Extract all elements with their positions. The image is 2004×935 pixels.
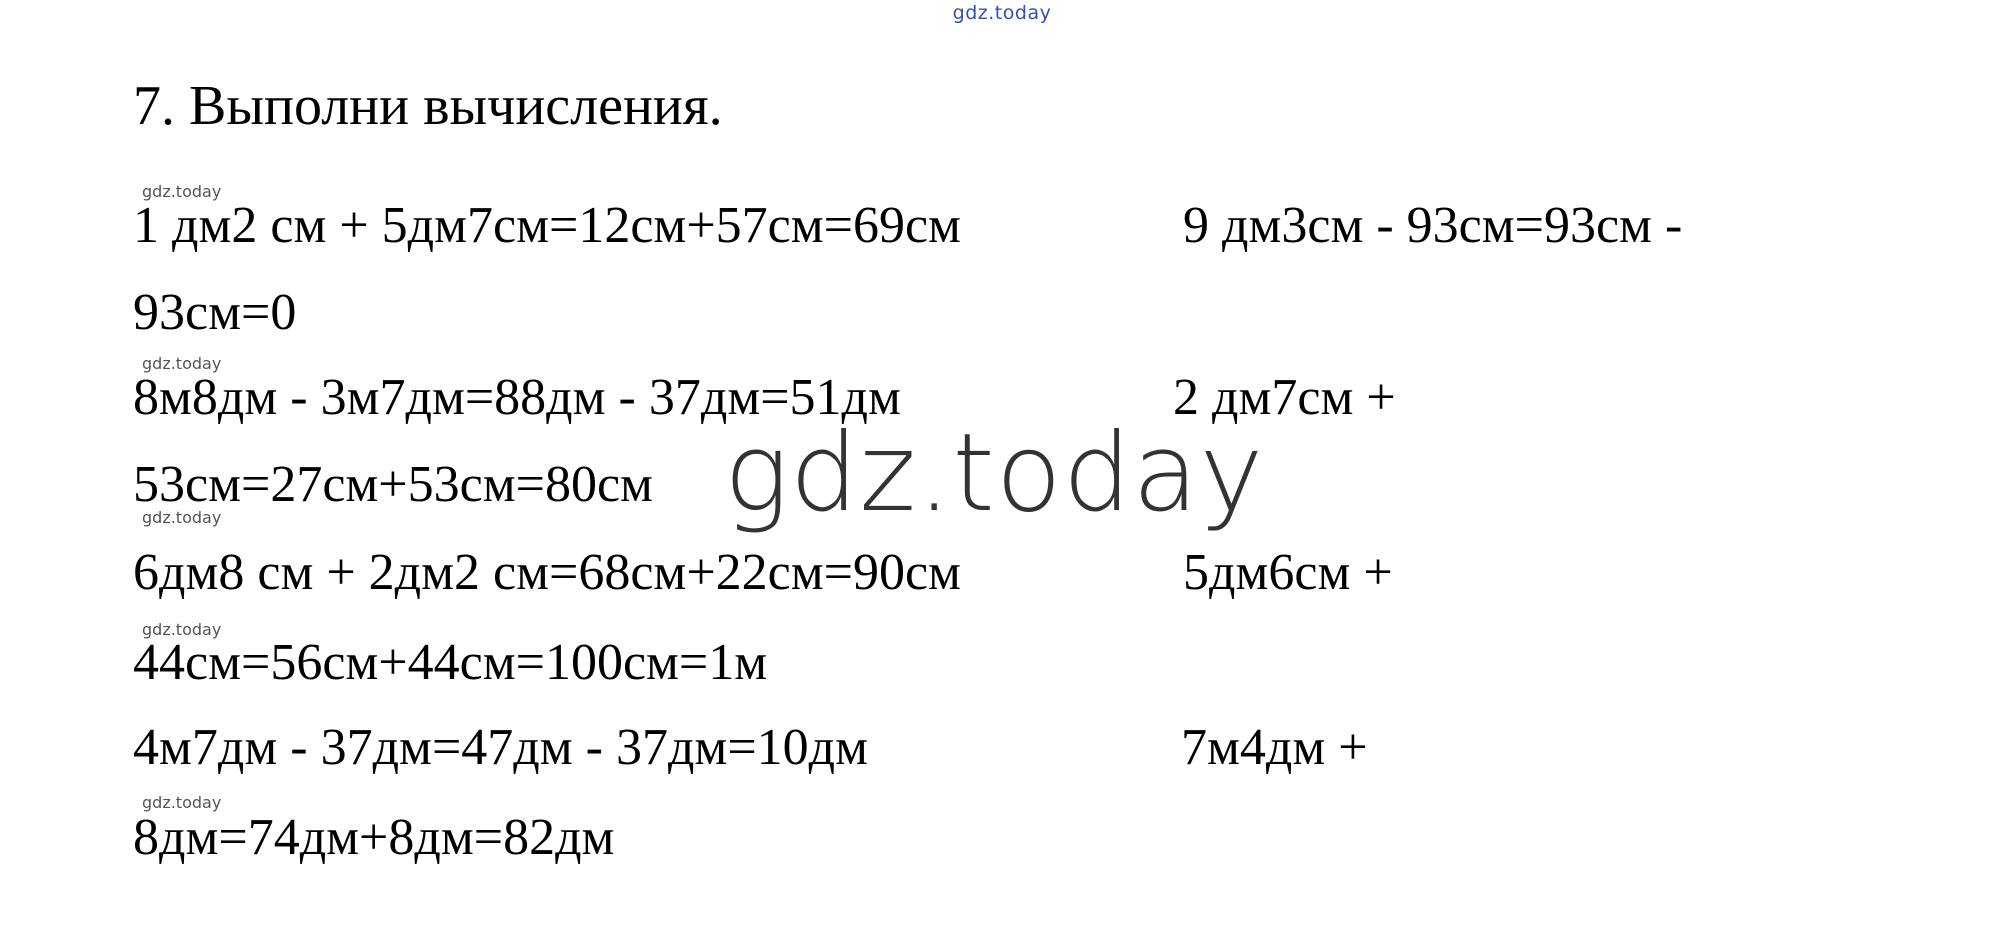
row-1-left: 1 дм2 см + 5дм7см=12см+57см=69см (133, 197, 961, 254)
row-4-wrap: 8дм=74дм+8дм=82дм (133, 809, 615, 866)
row-1-right: 9 дм3см - 93см=93см - (1183, 197, 1683, 254)
small-watermark: gdz.today (142, 354, 222, 373)
small-watermark: gdz.today (142, 182, 222, 201)
row-2-right: 2 дм7см + (1173, 369, 1396, 426)
row-2-wrap: 53см=27см+53см=80см (133, 456, 653, 513)
big-watermark: gdz.today (724, 411, 1265, 536)
small-watermark: gdz.today (142, 620, 222, 639)
row-3-wrap: 44см=56см+44см=100см=1м (133, 634, 768, 691)
row-4-left: 4м7дм - 37дм=47дм - 37дм=10дм (133, 719, 869, 776)
top-watermark: gdz.today (952, 2, 1052, 24)
row-4-right: 7м4дм + (1181, 719, 1368, 776)
row-2-left: 8м8дм - 3м7дм=88дм - 37дм=51дм (133, 369, 901, 426)
row-3-left: 6дм8 см + 2дм2 см=68см+22см=90см (133, 544, 961, 601)
row-3-right: 5дм6см + (1183, 544, 1393, 601)
row-1-wrap: 93см=0 (133, 284, 297, 341)
exercise-title: 7. Выполни вычисления. (133, 75, 723, 137)
small-watermark: gdz.today (142, 508, 222, 527)
small-watermark: gdz.today (142, 793, 222, 812)
